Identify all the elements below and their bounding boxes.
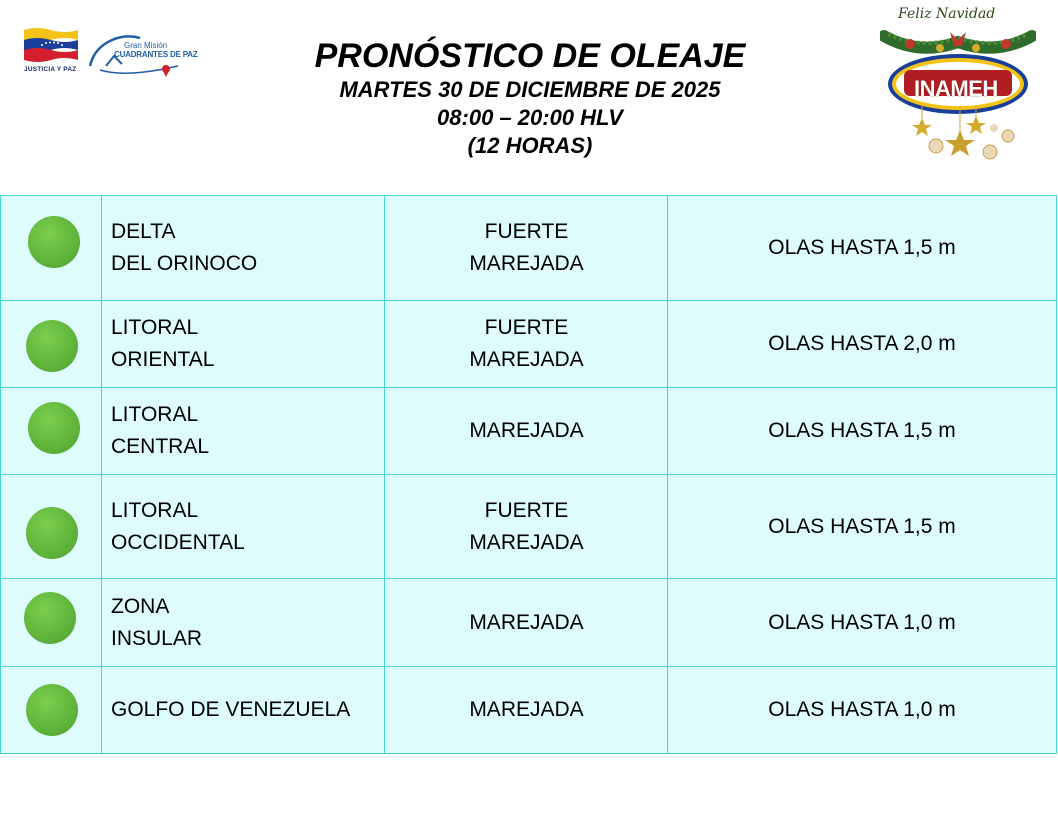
zone-line1: LITORAL <box>111 498 199 522</box>
condition-line1: FUERTE <box>484 220 569 243</box>
zone-cell <box>101 475 385 578</box>
christmas-greeting: Feliz Navidad <box>898 6 996 22</box>
condition-line2: MAREJADA <box>469 252 584 275</box>
condition-cell <box>386 579 668 666</box>
zone-line1: LITORAL <box>111 316 199 339</box>
zone-cell <box>101 579 385 666</box>
zone-line2: OCCIDENTAL <box>111 530 245 554</box>
page-title: PRONÓSTICO DE OLEAJE <box>314 37 746 75</box>
flag-caption: JUSTICIA Y PAZ <box>24 66 77 73</box>
status-dot-icon <box>26 320 78 372</box>
status-dot-icon <box>28 216 80 268</box>
inameh-christmas-logo <box>880 6 1036 168</box>
mision-line1: Gran Misión <box>124 41 168 50</box>
status-dot-icon <box>26 507 78 559</box>
zone-cell <box>101 667 385 753</box>
status-cell <box>0 301 102 387</box>
zone-line2: CENTRAL <box>111 435 210 458</box>
condition-cell <box>386 475 668 578</box>
status-cell <box>0 196 102 300</box>
condition-cell <box>386 301 668 387</box>
waves-cell: OLAS HASTA 1,5 m <box>668 475 1057 578</box>
zone-line2: INSULAR <box>111 626 203 650</box>
waves-cell: OLAS HASTA 1,0 m <box>668 667 1057 753</box>
zone-line1: ZONA <box>111 594 170 618</box>
condition-line2: MAREJADA <box>469 530 584 554</box>
zone-cell <box>101 301 385 387</box>
venezuela-flag-logo <box>22 26 80 78</box>
status-dot-icon <box>24 592 76 644</box>
zone-line1: LITORAL <box>111 403 199 426</box>
waves-cell: OLAS HASTA 1,0 m <box>668 579 1057 666</box>
table-row <box>0 301 1057 388</box>
condition-cell <box>386 196 668 300</box>
table-row <box>0 667 1057 754</box>
mision-line2: CUADRANTES DE PAZ <box>114 50 198 59</box>
table-row <box>0 388 1057 475</box>
status-cell <box>0 667 102 753</box>
forecast-date: MARTES 30 DE DICIEMBRE DE 2025 <box>339 77 721 102</box>
header-titles <box>230 36 830 160</box>
condition-line2: MAREJADA <box>469 348 584 371</box>
zone-line2: DEL ORINOCO <box>111 252 258 275</box>
condition-line1: MAREJADA <box>469 610 584 634</box>
condition-line1: FUERTE <box>484 498 569 522</box>
status-dot-icon <box>26 684 78 736</box>
table-row <box>0 579 1057 667</box>
status-cell <box>0 475 102 578</box>
waves-cell: OLAS HASTA 2,0 m <box>668 301 1057 387</box>
condition-line1: FUERTE <box>484 316 569 339</box>
status-cell <box>0 579 102 666</box>
status-cell <box>0 388 102 474</box>
condition-cell <box>386 667 668 753</box>
inameh-brand: INAMEH <box>914 76 998 101</box>
gran-mision-logo <box>86 26 198 82</box>
header-logos-left <box>22 26 198 82</box>
condition-line1: MAREJADA <box>469 698 584 721</box>
forecast-time-range: 08:00 – 20:00 HLV <box>437 105 623 130</box>
condition-line1: MAREJADA <box>469 419 584 442</box>
condition-cell <box>386 388 668 474</box>
table-row <box>0 196 1057 301</box>
zone-cell <box>101 388 385 474</box>
status-dot-icon <box>28 402 80 454</box>
forecast-duration: (12 HORAS) <box>467 133 593 158</box>
waves-cell: OLAS HASTA 1,5 m <box>668 196 1057 300</box>
waves-cell: OLAS HASTA 1,5 m <box>668 388 1057 474</box>
zone-line2: ORIENTAL <box>111 348 215 371</box>
zone-cell <box>101 196 385 300</box>
zone-line1: DELTA <box>111 220 176 243</box>
zone-line1: GOLFO DE VENEZUELA <box>111 698 351 721</box>
table-row <box>0 475 1057 579</box>
